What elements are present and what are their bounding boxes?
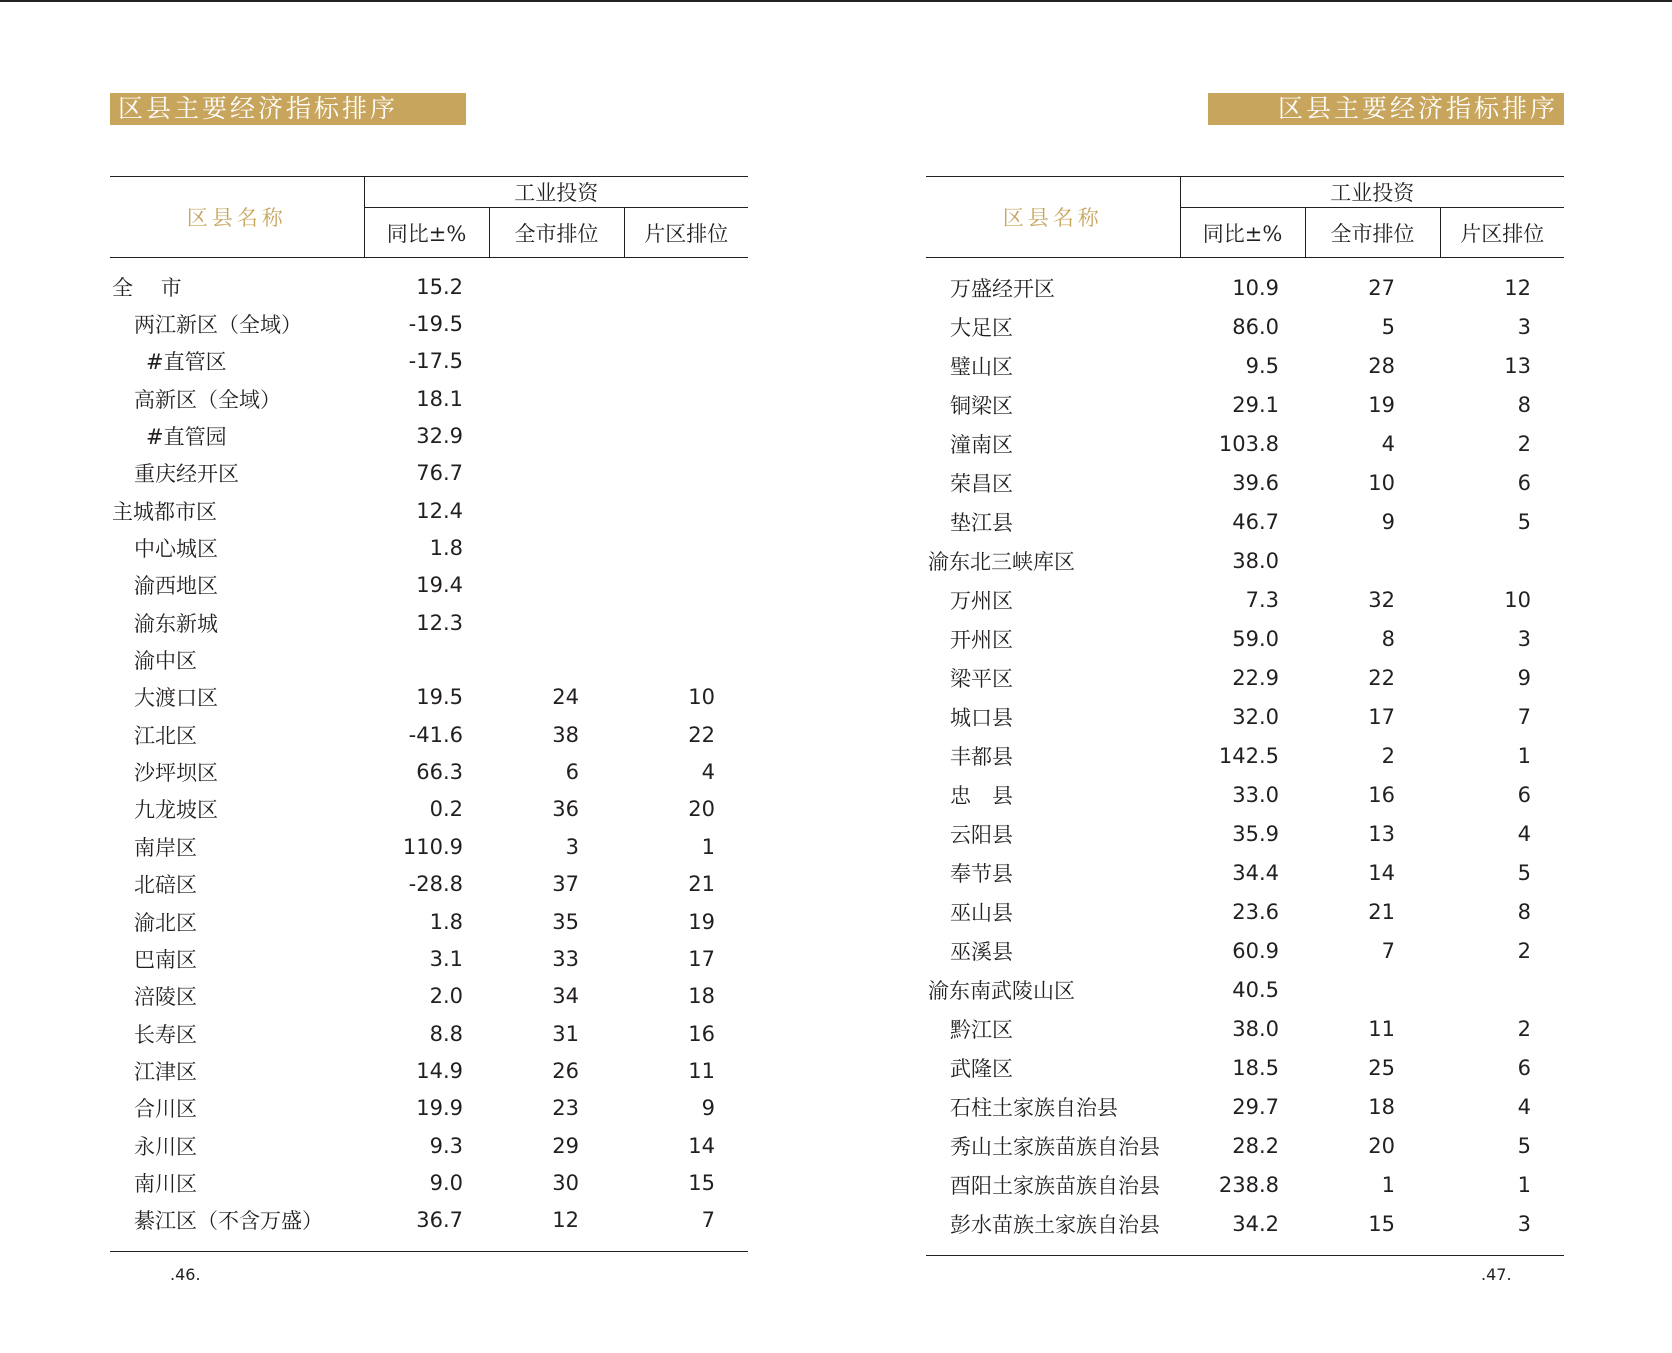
table-row bbox=[926, 1048, 1564, 1087]
table-row bbox=[110, 455, 748, 492]
yoy-change-cell: 29.1 bbox=[1232, 392, 1279, 417]
city-rank-cell: 37 bbox=[552, 872, 579, 897]
table-row bbox=[926, 1204, 1564, 1256]
area-rank-cell bbox=[624, 380, 748, 417]
table-row bbox=[110, 417, 748, 454]
district-name-header: 区县名称 bbox=[110, 177, 364, 258]
city-rank-cell: 23 bbox=[552, 1096, 579, 1121]
district-name-cell: 巫山县 bbox=[950, 900, 1013, 925]
area-rank-cell: 17 bbox=[688, 946, 716, 971]
yoy-change-cell: 66.3 bbox=[416, 760, 463, 785]
area-rank-cell: 11 bbox=[688, 1058, 716, 1083]
city-rank-cell: 25 bbox=[1368, 1055, 1395, 1080]
table-row bbox=[110, 604, 748, 641]
city-rank-cell: 12 bbox=[489, 1202, 624, 1252]
city-rank-cell bbox=[489, 492, 624, 529]
district-name-cell: 重庆经开区 bbox=[134, 462, 239, 487]
table-row bbox=[110, 791, 748, 828]
city-rank-cell: 24 bbox=[552, 685, 579, 710]
district-name-cell: 潼南区 bbox=[950, 432, 1013, 457]
area-rank-cell: 5 bbox=[1517, 860, 1532, 885]
table-row bbox=[926, 931, 1564, 970]
area-rank-cell: 1 bbox=[701, 834, 716, 859]
table-row bbox=[110, 492, 748, 529]
district-name-cell: 南岸区 bbox=[134, 835, 197, 860]
area-rank-cell: 10 bbox=[1504, 587, 1532, 612]
yoy-change-cell: 12.3 bbox=[416, 610, 463, 635]
district-name-cell: 两江新区（全域） bbox=[134, 313, 302, 338]
district-name-cell: 渝中区 bbox=[134, 649, 197, 674]
yoy-change-cell: 23.6 bbox=[1232, 899, 1279, 924]
district-name-cell: 永川区 bbox=[134, 1134, 197, 1159]
area-rank-header: 片区排位 bbox=[624, 208, 748, 258]
district-name-cell: 大足区 bbox=[950, 315, 1013, 340]
city-rank-cell: 13 bbox=[1368, 821, 1395, 846]
industrial-investment-table bbox=[926, 176, 1564, 1256]
district-name-cell: #直管区 bbox=[146, 350, 227, 375]
city-rank-cell: 35 bbox=[552, 909, 579, 934]
area-rank-cell: 4 bbox=[1517, 1094, 1532, 1119]
page-title-banner: 区县主要经济指标排序 bbox=[110, 93, 466, 125]
area-rank-cell bbox=[624, 417, 748, 454]
area-rank-cell: 6 bbox=[1517, 470, 1532, 495]
yoy-change-cell: 9.5 bbox=[1245, 353, 1279, 378]
district-name-cell: 江北区 bbox=[134, 723, 197, 748]
city-rank-cell: 5 bbox=[1381, 314, 1395, 339]
district-name-cell: 梁平区 bbox=[950, 666, 1013, 691]
city-rank-cell bbox=[489, 604, 624, 641]
area-rank-cell: 9 bbox=[701, 1096, 716, 1121]
area-rank-cell: 3 bbox=[1517, 626, 1532, 651]
yoy-change-cell: 1.8 bbox=[429, 536, 463, 561]
city-rank-cell bbox=[1305, 970, 1440, 1009]
table-row bbox=[110, 1090, 748, 1127]
district-name-cell: #直管园 bbox=[146, 425, 227, 450]
city-rank-cell bbox=[489, 343, 624, 380]
yoy-change-cell: 103.8 bbox=[1218, 431, 1279, 456]
yoy-change-cell: 28.2 bbox=[1232, 1133, 1279, 1158]
yoy-change-cell: 38.0 bbox=[1232, 548, 1279, 573]
district-name-cell: 中心城区 bbox=[134, 537, 218, 562]
area-rank-cell: 4 bbox=[1517, 821, 1532, 846]
district-name-cell: 荣昌区 bbox=[950, 471, 1013, 496]
city-rank-cell: 8 bbox=[1381, 626, 1395, 651]
yoy-change-cell: 18.5 bbox=[1232, 1055, 1279, 1080]
area-rank-header: 片区排位 bbox=[1440, 208, 1564, 258]
table-row bbox=[926, 385, 1564, 424]
area-rank-cell bbox=[1440, 541, 1564, 580]
page-number: .47. bbox=[1481, 1265, 1512, 1284]
yoy-change-cell: 38.0 bbox=[1232, 1016, 1279, 1041]
city-rank-cell: 2 bbox=[1381, 743, 1395, 768]
district-name-cell: 彭水苗族土家族自治县 bbox=[926, 1204, 1180, 1256]
yoy-change-cell: 34.4 bbox=[1232, 860, 1279, 885]
table-row bbox=[926, 424, 1564, 463]
page-title-banner: 区县主要经济指标排序 bbox=[1208, 93, 1564, 125]
yoy-change-cell: -19.5 bbox=[408, 312, 463, 337]
table-row bbox=[110, 529, 748, 566]
district-name-cell: 开州区 bbox=[950, 627, 1013, 652]
yoy-change-cell: 10.9 bbox=[1232, 275, 1279, 300]
city-rank-cell: 29 bbox=[552, 1133, 579, 1158]
district-name-cell: 主城都市区 bbox=[112, 499, 217, 524]
district-name-cell: 綦江区（不含万盛） bbox=[110, 1202, 364, 1252]
area-rank-cell: 21 bbox=[688, 872, 716, 897]
area-rank-cell: 8 bbox=[1517, 392, 1532, 417]
table-row bbox=[110, 828, 748, 865]
table-body bbox=[110, 258, 748, 1252]
table-row bbox=[926, 1087, 1564, 1126]
yoy-change-cell: 15.2 bbox=[416, 274, 463, 299]
city-rank-cell: 9 bbox=[1381, 509, 1395, 534]
area-rank-cell bbox=[624, 604, 748, 641]
table-row bbox=[926, 853, 1564, 892]
area-rank-cell: 2 bbox=[1517, 431, 1532, 456]
yoy-change-header: 同比±% bbox=[1180, 208, 1305, 258]
city-rank-cell: 21 bbox=[1368, 899, 1395, 924]
table-row bbox=[926, 892, 1564, 931]
district-name-cell: 北碚区 bbox=[134, 873, 197, 898]
city-rank-cell: 28 bbox=[1368, 353, 1395, 378]
district-name-cell: 渝西地区 bbox=[134, 574, 218, 599]
city-rank-cell: 20 bbox=[1368, 1133, 1395, 1158]
yoy-change-cell: -41.6 bbox=[408, 722, 463, 747]
yoy-change-cell: 76.7 bbox=[416, 461, 463, 486]
district-name-header: 区县名称 bbox=[926, 177, 1180, 258]
area-rank-cell: 7 bbox=[624, 1202, 748, 1252]
table-row bbox=[926, 1009, 1564, 1048]
yoy-change-cell: 110.9 bbox=[402, 834, 463, 859]
city-rank-cell: 33 bbox=[552, 946, 579, 971]
area-rank-cell bbox=[624, 529, 748, 566]
industrial-investment-header: 工业投资 bbox=[1180, 177, 1564, 208]
district-name-cell: 九龙坡区 bbox=[134, 798, 218, 823]
city-rank-cell: 4 bbox=[1381, 431, 1395, 456]
city-rank-cell bbox=[489, 641, 624, 678]
table-body bbox=[926, 258, 1564, 1256]
district-name-cell: 江津区 bbox=[134, 1059, 197, 1084]
city-rank-cell bbox=[489, 380, 624, 417]
district-name-cell: 渝东南武陵山区 bbox=[928, 978, 1075, 1003]
area-rank-cell: 22 bbox=[688, 722, 716, 747]
area-rank-cell bbox=[624, 343, 748, 380]
city-rank-header: 全市排位 bbox=[1305, 208, 1440, 258]
yoy-change-cell: 1.8 bbox=[429, 909, 463, 934]
district-name-cell: 渝北区 bbox=[134, 910, 197, 935]
area-rank-cell: 10 bbox=[688, 685, 716, 710]
table-row bbox=[110, 305, 748, 342]
yoy-change-cell: 33.0 bbox=[1232, 782, 1279, 807]
district-name-cell: 武隆区 bbox=[950, 1056, 1013, 1081]
city-rank-cell: 36 bbox=[552, 797, 579, 822]
right-page bbox=[926, 0, 1566, 1353]
area-rank-cell bbox=[624, 567, 748, 604]
table-row bbox=[926, 619, 1564, 658]
area-rank-cell: 2 bbox=[1517, 1016, 1532, 1041]
yoy-change-cell: 19.5 bbox=[416, 685, 463, 710]
yoy-change-cell: 0.2 bbox=[429, 797, 463, 822]
district-name-cell: 铜梁区 bbox=[950, 393, 1013, 418]
yoy-change-cell: 36.7 bbox=[364, 1202, 489, 1252]
district-name-cell: 万盛经开区 bbox=[950, 276, 1055, 301]
area-rank-cell: 16 bbox=[688, 1021, 716, 1046]
area-rank-cell: 7 bbox=[1517, 704, 1532, 729]
yoy-change-cell: -28.8 bbox=[408, 872, 463, 897]
district-name-cell: 璧山区 bbox=[950, 354, 1013, 379]
table-row bbox=[110, 641, 748, 678]
table-row bbox=[110, 753, 748, 790]
area-rank-cell: 19 bbox=[688, 909, 716, 934]
yoy-change-cell: 32.9 bbox=[416, 424, 463, 449]
yoy-change-cell: 22.9 bbox=[1232, 665, 1279, 690]
industrial-investment-table bbox=[110, 176, 748, 1252]
city-rank-cell: 27 bbox=[1368, 275, 1395, 300]
district-name-cell: 酉阳土家族苗族自治县 bbox=[950, 1173, 1160, 1198]
yoy-change-cell: 46.7 bbox=[1232, 509, 1279, 534]
table-row bbox=[926, 814, 1564, 853]
district-name-cell: 垫江县 bbox=[950, 510, 1013, 535]
city-rank-cell: 38 bbox=[552, 722, 579, 747]
yoy-change-cell: 12.4 bbox=[416, 498, 463, 523]
district-name-cell: 合川区 bbox=[134, 1097, 197, 1122]
city-rank-cell bbox=[489, 258, 624, 306]
table-row bbox=[926, 775, 1564, 814]
yoy-change-cell: 32.0 bbox=[1232, 704, 1279, 729]
city-rank-cell: 14 bbox=[1368, 860, 1395, 885]
district-name-cell: 渝东北三峡库区 bbox=[928, 549, 1075, 574]
table-row bbox=[926, 736, 1564, 775]
table-row bbox=[110, 1015, 748, 1052]
city-rank-cell: 11 bbox=[1368, 1016, 1395, 1041]
table-row bbox=[926, 580, 1564, 619]
district-name-cell: 秀山土家族苗族自治县 bbox=[950, 1134, 1160, 1159]
yoy-change-cell: 34.2 bbox=[1180, 1204, 1305, 1256]
area-rank-cell: 6 bbox=[1517, 782, 1532, 807]
city-rank-cell: 7 bbox=[1381, 938, 1395, 963]
district-name-cell: 丰都县 bbox=[950, 744, 1013, 769]
yoy-change-cell: 18.1 bbox=[416, 386, 463, 411]
area-rank-cell: 6 bbox=[1517, 1055, 1532, 1080]
table-row bbox=[926, 697, 1564, 736]
city-rank-cell: 30 bbox=[552, 1170, 579, 1195]
table-row bbox=[926, 258, 1564, 308]
city-rank-cell: 17 bbox=[1368, 704, 1395, 729]
district-name-cell: 大渡口区 bbox=[134, 686, 218, 711]
table-row bbox=[110, 1052, 748, 1089]
area-rank-cell: 5 bbox=[1517, 1133, 1532, 1158]
table-row bbox=[110, 1127, 748, 1164]
yoy-change-cell: 7.3 bbox=[1245, 587, 1279, 612]
city-rank-cell: 18 bbox=[1368, 1094, 1395, 1119]
city-rank-cell: 15 bbox=[1305, 1204, 1440, 1256]
city-rank-cell: 16 bbox=[1368, 782, 1395, 807]
city-rank-cell bbox=[489, 455, 624, 492]
district-name-cell: 城口县 bbox=[950, 705, 1013, 730]
yoy-change-cell bbox=[364, 641, 489, 678]
area-rank-cell: 12 bbox=[1504, 275, 1532, 300]
yoy-change-cell: 59.0 bbox=[1232, 626, 1279, 651]
city-rank-cell: 34 bbox=[552, 984, 579, 1009]
area-rank-cell: 15 bbox=[688, 1170, 716, 1195]
table-row bbox=[926, 1126, 1564, 1165]
table-row bbox=[110, 903, 748, 940]
yoy-change-cell: 40.5 bbox=[1232, 977, 1279, 1002]
area-rank-cell: 2 bbox=[1517, 938, 1532, 963]
area-rank-cell: 5 bbox=[1517, 509, 1532, 534]
left-page bbox=[110, 0, 750, 1353]
area-rank-cell bbox=[624, 455, 748, 492]
area-rank-cell bbox=[1440, 970, 1564, 1009]
area-rank-cell: 18 bbox=[688, 984, 716, 1009]
page-number: .46. bbox=[170, 1265, 201, 1284]
yoy-change-cell: 238.8 bbox=[1218, 1172, 1279, 1197]
table-row bbox=[110, 716, 748, 753]
yoy-change-cell: -17.5 bbox=[408, 349, 463, 374]
table-row bbox=[926, 502, 1564, 541]
table-row bbox=[110, 1202, 748, 1252]
table-row bbox=[110, 258, 748, 306]
table-row bbox=[110, 940, 748, 977]
yoy-change-cell: 86.0 bbox=[1232, 314, 1279, 339]
table-row bbox=[926, 658, 1564, 697]
table-row bbox=[926, 463, 1564, 502]
city-rank-cell bbox=[489, 567, 624, 604]
yoy-change-cell: 9.3 bbox=[429, 1133, 463, 1158]
city-rank-cell: 1 bbox=[1381, 1172, 1395, 1197]
city-rank-cell bbox=[489, 529, 624, 566]
table-row bbox=[110, 343, 748, 380]
city-rank-cell: 26 bbox=[552, 1058, 579, 1083]
area-rank-cell bbox=[624, 305, 748, 342]
yoy-change-cell: 3.1 bbox=[429, 946, 463, 971]
table-row bbox=[110, 567, 748, 604]
industrial-investment-header: 工业投资 bbox=[364, 177, 748, 208]
district-name-cell: 沙坪坝区 bbox=[134, 761, 218, 786]
city-rank-cell: 19 bbox=[1368, 392, 1395, 417]
city-rank-cell: 32 bbox=[1368, 587, 1395, 612]
table-row bbox=[926, 307, 1564, 346]
city-rank-cell: 10 bbox=[1368, 470, 1395, 495]
yoy-change-cell: 39.6 bbox=[1232, 470, 1279, 495]
table-row bbox=[926, 970, 1564, 1009]
yoy-change-cell: 19.9 bbox=[416, 1096, 463, 1121]
yoy-change-cell: 14.9 bbox=[416, 1058, 463, 1083]
table-row bbox=[110, 978, 748, 1015]
area-rank-cell: 9 bbox=[1517, 665, 1532, 690]
district-name-cell: 云阳县 bbox=[950, 822, 1013, 847]
district-name-cell: 巫溪县 bbox=[950, 939, 1013, 964]
area-rank-cell bbox=[624, 492, 748, 529]
yoy-change-cell: 142.5 bbox=[1218, 743, 1279, 768]
district-name-cell: 南川区 bbox=[134, 1171, 197, 1196]
city-rank-cell: 6 bbox=[565, 760, 579, 785]
district-name-cell: 奉节县 bbox=[950, 861, 1013, 886]
table-row bbox=[110, 866, 748, 903]
city-rank-cell bbox=[1305, 541, 1440, 580]
city-rank-cell: 22 bbox=[1368, 665, 1395, 690]
yoy-change-cell: 19.4 bbox=[416, 573, 463, 598]
area-rank-cell bbox=[624, 258, 748, 306]
area-rank-cell: 3 bbox=[1440, 1204, 1564, 1256]
area-rank-cell: 1 bbox=[1517, 743, 1532, 768]
area-rank-cell bbox=[624, 641, 748, 678]
city-rank-cell: 3 bbox=[565, 834, 579, 859]
yoy-change-cell: 8.8 bbox=[429, 1021, 463, 1046]
yoy-change-header: 同比±% bbox=[364, 208, 489, 258]
yoy-change-cell: 2.0 bbox=[429, 984, 463, 1009]
area-rank-cell: 14 bbox=[688, 1133, 716, 1158]
city-rank-cell: 31 bbox=[552, 1021, 579, 1046]
yoy-change-cell: 9.0 bbox=[429, 1170, 463, 1195]
district-name-cell: 忠 县 bbox=[950, 783, 1013, 808]
district-name-cell: 涪陵区 bbox=[134, 985, 197, 1010]
city-rank-cell bbox=[489, 305, 624, 342]
district-name-cell: 巴南区 bbox=[134, 947, 197, 972]
area-rank-cell: 8 bbox=[1517, 899, 1532, 924]
table-row bbox=[110, 380, 748, 417]
district-name-cell: 黔江区 bbox=[950, 1017, 1013, 1042]
area-rank-cell: 3 bbox=[1517, 314, 1532, 339]
district-name-cell: 高新区（全域） bbox=[134, 387, 281, 412]
yoy-change-cell: 29.7 bbox=[1232, 1094, 1279, 1119]
table-row bbox=[926, 541, 1564, 580]
area-rank-cell: 13 bbox=[1504, 353, 1532, 378]
table-row bbox=[926, 346, 1564, 385]
table-row bbox=[926, 1165, 1564, 1204]
district-name-cell: 渝东新城 bbox=[134, 611, 218, 636]
city-rank-cell bbox=[489, 417, 624, 454]
table-row bbox=[110, 1164, 748, 1201]
area-rank-cell: 4 bbox=[701, 760, 716, 785]
area-rank-cell: 20 bbox=[688, 797, 716, 822]
district-name-cell: 万州区 bbox=[950, 588, 1013, 613]
table-row bbox=[110, 679, 748, 716]
yoy-change-cell: 60.9 bbox=[1232, 938, 1279, 963]
yoy-change-cell: 35.9 bbox=[1232, 821, 1279, 846]
city-rank-header: 全市排位 bbox=[489, 208, 624, 258]
district-name-cell: 长寿区 bbox=[134, 1022, 197, 1047]
district-name-cell: 全 市 bbox=[112, 275, 182, 300]
district-name-cell: 石柱土家族自治县 bbox=[950, 1095, 1118, 1120]
area-rank-cell: 1 bbox=[1517, 1172, 1532, 1197]
